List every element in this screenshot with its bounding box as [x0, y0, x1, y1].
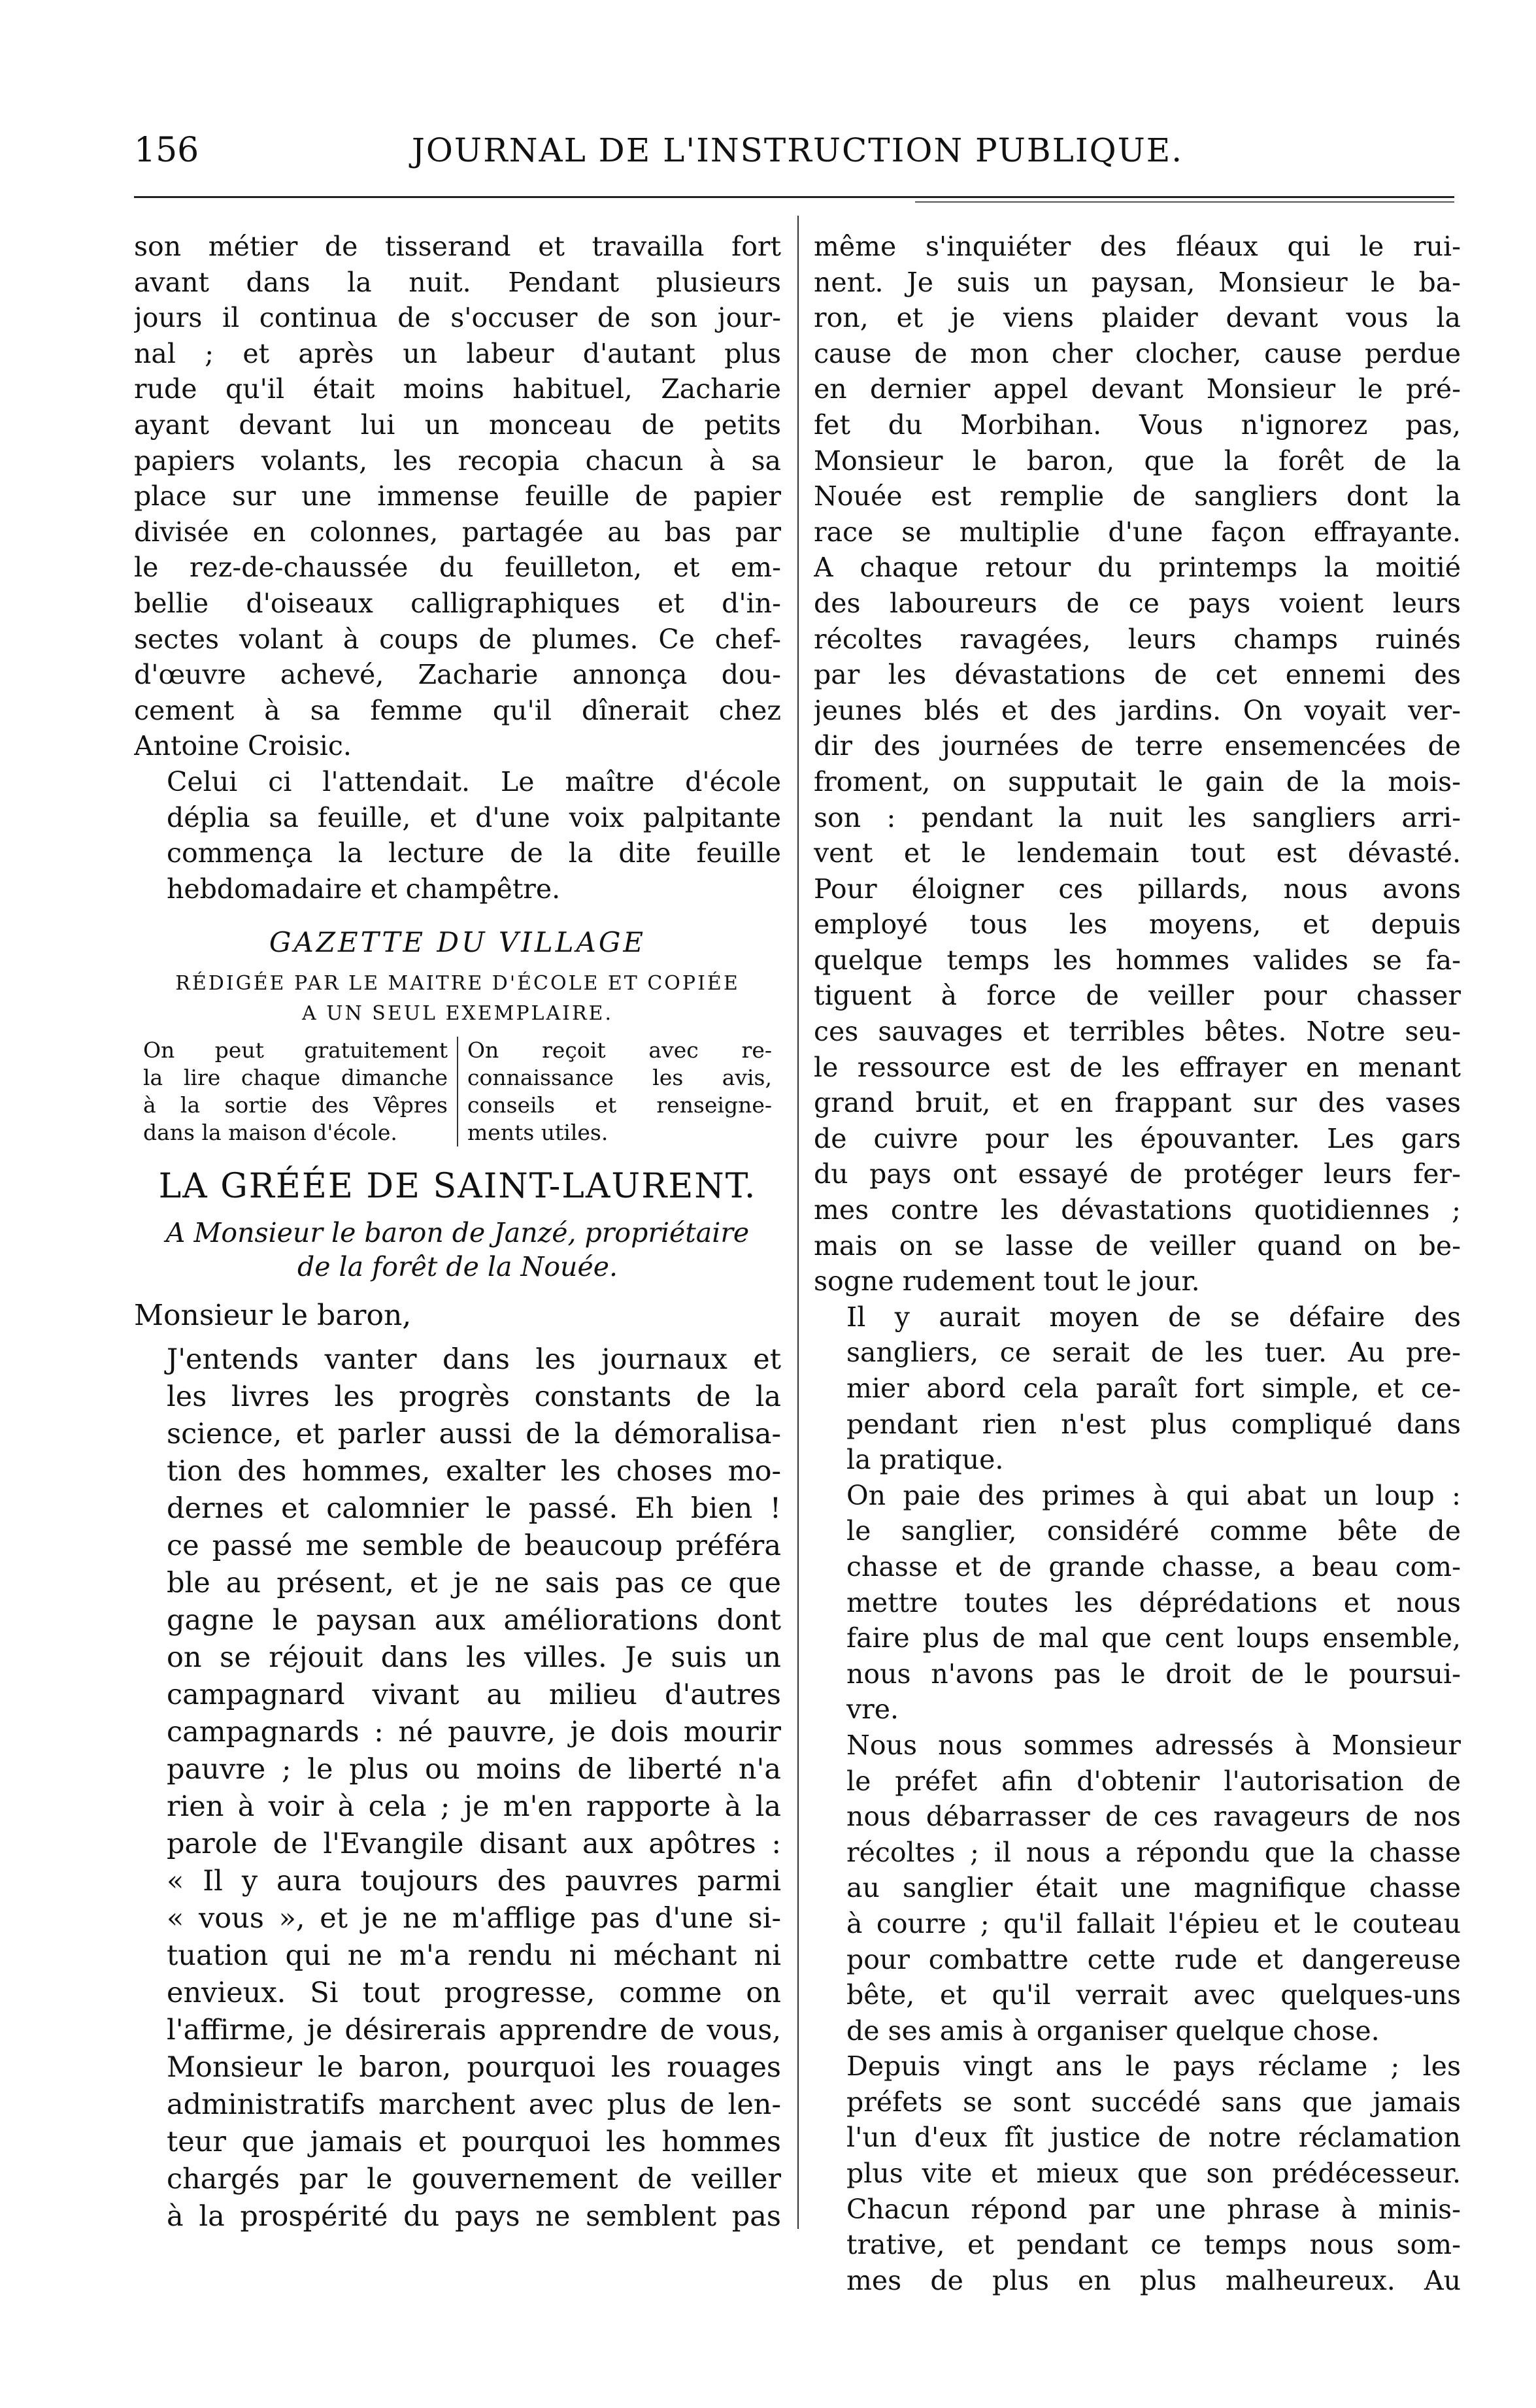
page-header	[0, 127, 1536, 180]
text-line: cement à sa femme qu'il dînerait chez	[134, 694, 781, 726]
text-line: de cuivre pour les épouvanter. Les gars	[814, 1122, 1461, 1154]
text-line: du pays ont essayé de protéger leurs fer-	[814, 1158, 1461, 1190]
text-line: ces sauvages et terribles bêtes. Notre seu-	[814, 1016, 1461, 1048]
gazette-info-box	[134, 1037, 781, 1146]
text-line: J'entends vanter dans les journaux et	[167, 1343, 781, 1376]
text-line: « Il y aura toujours des pauvres parmi	[167, 1864, 781, 1898]
text-line: dernes et calomnier le passé. Eh bien !	[167, 1492, 781, 1525]
dedication-line: A Monsieur le baron de Janzé, propriétaire	[165, 1216, 750, 1248]
text-line: mier abord cela paraît fort simple, et ce-	[846, 1373, 1461, 1404]
text-line: préfets se sont succédé sans que jamais	[846, 2086, 1461, 2118]
text-line: plus vite et mieux que son prédécesseur.	[846, 2158, 1461, 2190]
paragraph	[814, 1478, 1461, 1728]
text-line: Monsieur le baron, pourquoi les rouages	[167, 2050, 781, 2084]
text-line: le rez-de-chaussée du feuilleton, et em-	[134, 552, 781, 584]
text-line: des laboureurs de ce pays voient leurs	[814, 587, 1461, 619]
text-line: campagnard vivant au milieu d'autres	[167, 1678, 781, 1711]
text-line: nal ; et après un labeur d'autant plus	[134, 337, 781, 369]
text-line: en dernier appel devant Monsieur le pré-	[814, 373, 1461, 405]
text-line: rude qu'il était moins habituel, Zacharie	[134, 373, 781, 405]
text-line: On peut gratuitement	[143, 1037, 448, 1063]
text-line: à la prospérité du pays ne semblent pas	[167, 2199, 781, 2233]
text-line: jours il continua de s'occuser de son jour-	[134, 302, 781, 334]
text-line: ron, et je viens plaider devant vous la	[814, 302, 1461, 334]
text-line: l'un d'eux fît justice de notre réclamation	[846, 2122, 1461, 2154]
text-line: place sur une immense feuille de papier	[134, 480, 781, 512]
paragraph	[134, 764, 781, 907]
gazette-title: GAZETTE DU VILLAGE	[269, 926, 646, 959]
text-line: race se multiplie d'une façon effrayante.	[814, 516, 1461, 548]
text-line: ayant devant lui un monceau de petits	[134, 409, 781, 441]
text-line: on se réjouit dans les villes. Je suis un	[167, 1641, 781, 1674]
text-line: la pratique.	[846, 1444, 1004, 1476]
text-line: fet du Morbihan. Vous n'ignorez pas,	[814, 409, 1461, 441]
text-line: d'œuvre achevé, Zacharie annonça dou-	[134, 659, 781, 691]
text-line: envieux. Si tout progresse, comme on	[167, 1976, 781, 2009]
gazette-subtitle-line: A UN SEUL EXEMPLAIRE.	[302, 1001, 613, 1025]
text-line: nous n'avons pas le droit de le poursui-	[846, 1658, 1461, 1690]
text-line: jeunes blés et des jardins. On voyait ver-	[814, 694, 1461, 726]
text-line: mes contre les dévastations quotidiennes ;	[814, 1194, 1461, 1226]
text-line: au sanglier était une magnifique chasse	[846, 1872, 1461, 1904]
text-line: « vous », et je ne m'afflige pas d'une si-	[167, 1901, 781, 1935]
running-head: JOURNAL DE L'INSTRUCTION PUBLIQUE.	[411, 131, 1184, 169]
text-line: ments utiles.	[467, 1119, 609, 1145]
text-line: administratifs marchent avec plus de len-	[167, 2088, 781, 2121]
text-line: divisée en colonnes, partagée au bas par	[134, 516, 781, 548]
text-line: le sanglier, considéré comme bête de	[846, 1515, 1461, 1547]
paragraph	[814, 2048, 1461, 2298]
dedication-line: de la forêt de la Nouée.	[297, 1250, 618, 1282]
text-line: ble au présent, et je ne sais pas ce que	[167, 1566, 781, 1599]
text-line: science, et parler aussi de la démoralisa-	[167, 1417, 781, 1450]
text-line: son : pendant la nuit les sangliers arri-	[814, 801, 1461, 833]
text-line: Nous nous sommes adressés à Monsieur	[846, 1729, 1461, 1761]
text-line: Celui ci l'attendait. Le maître d'école	[167, 765, 781, 797]
text-line: les livres les progrès constants de la	[167, 1380, 781, 1413]
text-line: l'affirme, je désirerais apprendre de vous,	[167, 2013, 781, 2047]
dedication	[134, 1216, 781, 1284]
page-number: 156	[134, 131, 199, 170]
left-column	[134, 229, 781, 2235]
text-line: commença la lecture de la dite feuille	[167, 837, 781, 869]
text-line: teur que jamais et pourquoi les hommes	[167, 2125, 781, 2158]
text-line: ce passé me semble de beaucoup préféra	[167, 1529, 781, 1562]
text-line: faire plus de mal que cent loups ensemble,	[846, 1622, 1461, 1654]
text-line: bellie d'oiseaux calligraphiques et d'in-	[134, 587, 781, 619]
text-line: froment, on supputait le gain de la mois-	[814, 765, 1461, 797]
text-line: vre.	[846, 1694, 899, 1726]
text-line: vent et le lendemain tout est dévasté.	[814, 837, 1461, 869]
salutation: Monsieur le baron,	[134, 1298, 412, 1332]
paragraph	[134, 229, 781, 764]
text-line: Il y aurait moyen de se défaire des	[846, 1301, 1461, 1333]
text-line: Monsieur le baron, que la forêt de la	[814, 444, 1461, 477]
paragraph	[814, 229, 1461, 1299]
text-line: tuation qui ne m'a rendu ni méchant ni	[167, 1939, 781, 1972]
text-line: dir des journées de terre ensemencées de	[814, 730, 1461, 762]
text-line: Antoine Croisic.	[134, 730, 352, 762]
text-line: pendant rien n'est plus compliqué dans	[846, 1408, 1461, 1440]
text-line: dans la maison d'école.	[143, 1119, 397, 1145]
text-line: connaissance les avis,	[467, 1064, 772, 1090]
gazette-subtitle-line: RÉDIGÉE PAR LE MAITRE D'ÉCOLE ET COPIÉE	[175, 971, 740, 995]
text-line: rien à voir à cela ; je m'en rapporte à la	[167, 1790, 781, 1823]
text-line: Pour éloigner ces pillards, nous avons	[814, 873, 1461, 905]
text-line: grand bruit, et en frappant sur des vases	[814, 1087, 1461, 1119]
text-line: gagne le paysan aux améliorations dont	[167, 1603, 781, 1637]
text-line: hebdomadaire et champêtre.	[167, 873, 561, 905]
text-line: sogne rudement tout le jour.	[814, 1265, 1200, 1297]
text-line: quelque temps les hommes valides se fa-	[814, 944, 1461, 976]
gazette-box-left	[134, 1037, 458, 1146]
text-line: nous débarrasser de ces ravageurs de nos	[846, 1801, 1461, 1833]
text-line: sectes volant à coups de plumes. Ce chef-	[134, 623, 781, 655]
text-line: Depuis vingt ans le pays réclame ; les	[846, 2050, 1461, 2082]
text-line: A chaque retour du printemps la moitié	[814, 552, 1461, 584]
gazette-box-right	[458, 1037, 781, 1146]
text-line: par les dévastations de cet ennemi des	[814, 659, 1461, 691]
paragraph	[134, 1341, 781, 2235]
text-line: conseils et renseigne-	[467, 1092, 772, 1118]
text-line: Nouée est remplie de sangliers dont la	[814, 480, 1461, 512]
text-line: chasse et de grande chasse, a beau com-	[846, 1550, 1461, 1582]
text-line: récoltes ravagées, leurs champs ruinés	[814, 623, 1461, 655]
text-line: tion des hommes, exalter les choses mo-	[167, 1454, 781, 1488]
header-rule-secondary	[915, 201, 1454, 203]
text-line: sangliers, ce serait de les tuer. Au pre-	[846, 1337, 1461, 1369]
text-line: à la sortie des Vêpres	[143, 1092, 448, 1118]
text-line: trative, et pendant ce temps nous som-	[846, 2229, 1461, 2261]
text-line: papiers volants, les recopia chacun à sa	[134, 444, 781, 477]
text-line: le préfet afin d'obtenir l'autorisation de	[846, 1765, 1461, 1797]
text-line: bête, et qu'il verrait avec quelques-uns	[846, 1979, 1461, 2011]
text-line: Chacun répond par une phrase à minis-	[846, 2193, 1461, 2225]
gazette-subtitle	[134, 969, 781, 1029]
paragraph	[814, 1728, 1461, 2048]
article-title: LA GRÉÉE DE SAINT-LAURENT.	[158, 1166, 757, 1206]
text-line: mes de plus en plus malheureux. Au	[846, 2264, 1461, 2296]
text-line: parole de l'Evangile disant aux apôtres :	[167, 1827, 781, 1860]
text-line: récoltes ; il nous a répondu que la chasse	[846, 1836, 1461, 1868]
text-line: mettre toutes les déprédations et nous	[846, 1586, 1461, 1618]
text-line: même s'inquiéter des fléaux qui le rui-	[814, 231, 1461, 262]
right-column	[814, 229, 1461, 2298]
text-line: On paie des primes à qui abat un loup :	[846, 1479, 1461, 1511]
text-line: la lire chaque dimanche	[143, 1064, 448, 1090]
text-line: avant dans la nuit. Pendant plusieurs	[134, 266, 781, 298]
header-rule	[134, 196, 1454, 198]
paragraph	[814, 1299, 1461, 1478]
text-line: tiguent à force de veiller pour chasser	[814, 980, 1461, 1012]
text-line: le ressource est de les effrayer en menant	[814, 1051, 1461, 1083]
text-line: nent. Je suis un paysan, Monsieur le ba-	[814, 266, 1461, 298]
text-line: On reçoit avec re-	[467, 1037, 772, 1063]
text-line: à courre ; qu'il fallait l'épieu et le couteau	[846, 1907, 1461, 1939]
text-line: pour combattre cette rude et dangereuse	[846, 1943, 1461, 1975]
column-divider	[797, 216, 799, 2229]
text-line: déplia sa feuille, et d'une voix palpitante	[167, 801, 781, 833]
text-line: campagnards : né pauvre, je dois mourir	[167, 1715, 781, 1748]
text-line: mais on se lasse de veiller quand on be-	[814, 1229, 1461, 1262]
text-line: pauvre ; le plus ou moins de liberté n'a	[167, 1752, 781, 1786]
text-line: son métier de tisserand et travailla fort	[134, 231, 781, 262]
text-line: chargés par le gouvernement de veiller	[167, 2162, 781, 2196]
text-line: de ses amis à organiser quelque chose.	[846, 2015, 1380, 2047]
text-line: employé tous les moyens, et depuis	[814, 909, 1461, 941]
text-line: cause de mon cher clocher, cause perdue	[814, 337, 1461, 369]
